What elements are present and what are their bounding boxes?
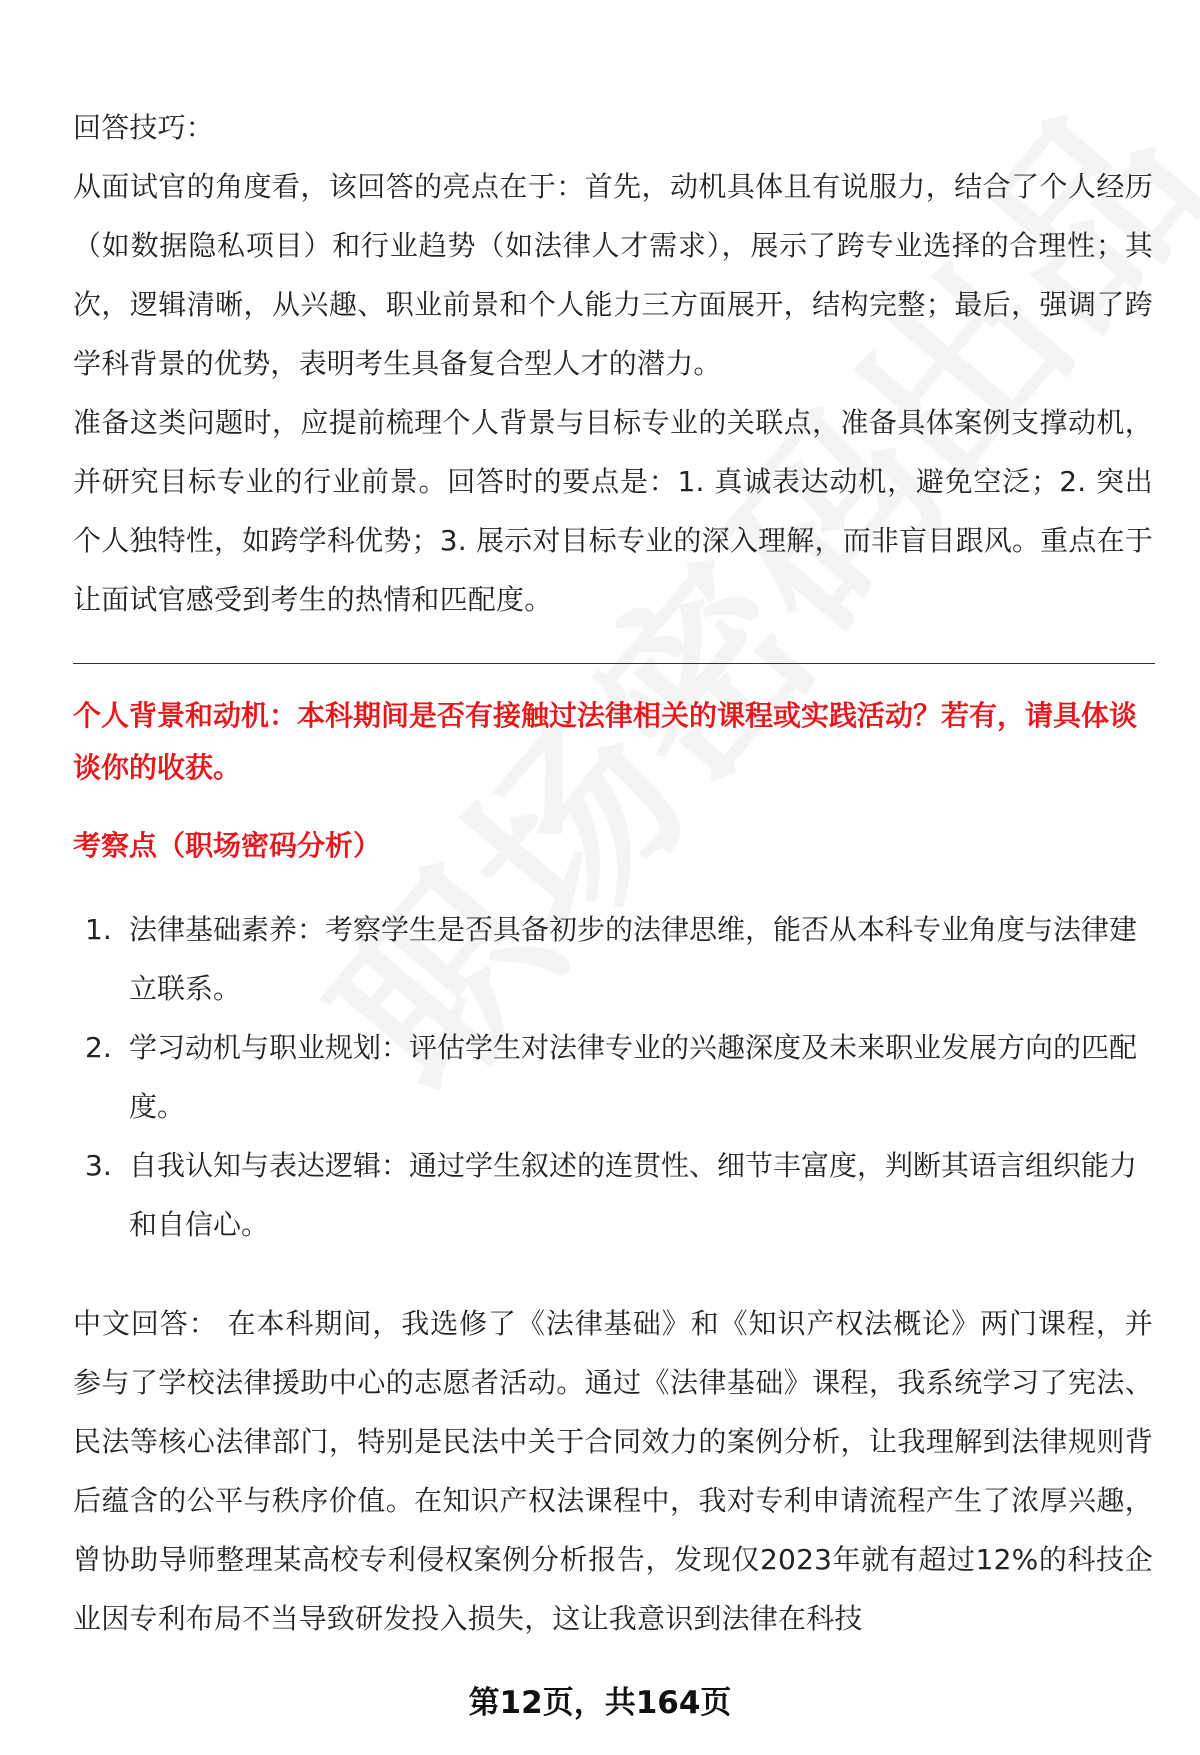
point-number: 3. (85, 1149, 112, 1182)
answer-paragraph: 中文回答： 在本科期间，我选修了《法律基础》和《知识产权法概论》两门课程，并参与了学校法律援助中心的志愿者活动。通过《法律基础》课程，我系统学习了宪法、民法等核心法律部门，特别是民法中关于合同效力的案例分析，让我理解到法律规则背后蕴含的公平与秩序价值。在知识产权法课程中，我对专利申请流程产生了浓厚兴趣，曾协助导师整理某高校专利侵权案例分析报告，发现仅2023年就有超过12%的科技企业因专利布局不当导致研发投入损失，这让我意识到法律在科技 (73, 1307, 1153, 1635)
point-text: 自我认知与表达逻辑：通过学生叙述的连贯性、细节丰富度，判断其语言组织能力和自信心。 (129, 1149, 1138, 1241)
tips-paragraph-1: 从面试官的角度看，该回答的亮点在于：首先，动机具体且有说服力，结合了个人经历（如数据隐私项目）和行业趋势（如法律人才需求），展示了跨专业选择的合理性；其次，逻辑清晰，从兴趣、职业前景和个人能力三方面展开，结构完整；最后，强调了跨学科背景的优势，表明考生具备复合型人才的潜力。 (73, 170, 1153, 380)
point-text: 法律基础素养：考察学生是否具备初步的法律思维，能否从本科专业角度与法律建立联系。 (129, 913, 1138, 1005)
assessment-point (73, 1018, 1153, 1136)
page-content (73, 98, 1153, 1648)
point-text: 学习动机与职业规划：评估学生对法律专业的兴趣深度及未来职业发展方向的匹配度。 (129, 1031, 1138, 1123)
assessment-point (73, 900, 1153, 1018)
assessment-point (73, 1136, 1153, 1254)
tips-label: 回答技巧： (73, 111, 215, 144)
page-number: 第12页，共164页 (468, 1685, 732, 1721)
assessment-heading: 考察点（职场密码分析） (73, 829, 382, 862)
section-divider (73, 663, 1155, 664)
point-number: 2. (85, 1031, 112, 1064)
question-heading: 个人背景和动机：本科期间是否有接触过法律相关的课程或实践活动？若有，请具体谈谈你的收获。 (73, 699, 1138, 784)
point-number: 1. (85, 913, 112, 946)
tips-paragraph-2: 准备这类问题时，应提前梳理个人背景与目标专业的关联点，准备具体案例支撑动机，并研究目标专业的行业前景。回答时的要点是：1. 真诚表达动机，避免空泛；2. 突出个人独特性，如跨学科优势；3. 展示对目标专业的深入理解，而非盲目跟风。重点在于让面试官感受到考生的热情和匹配度。 (73, 406, 1153, 616)
assessment-points-list (73, 900, 1153, 1254)
